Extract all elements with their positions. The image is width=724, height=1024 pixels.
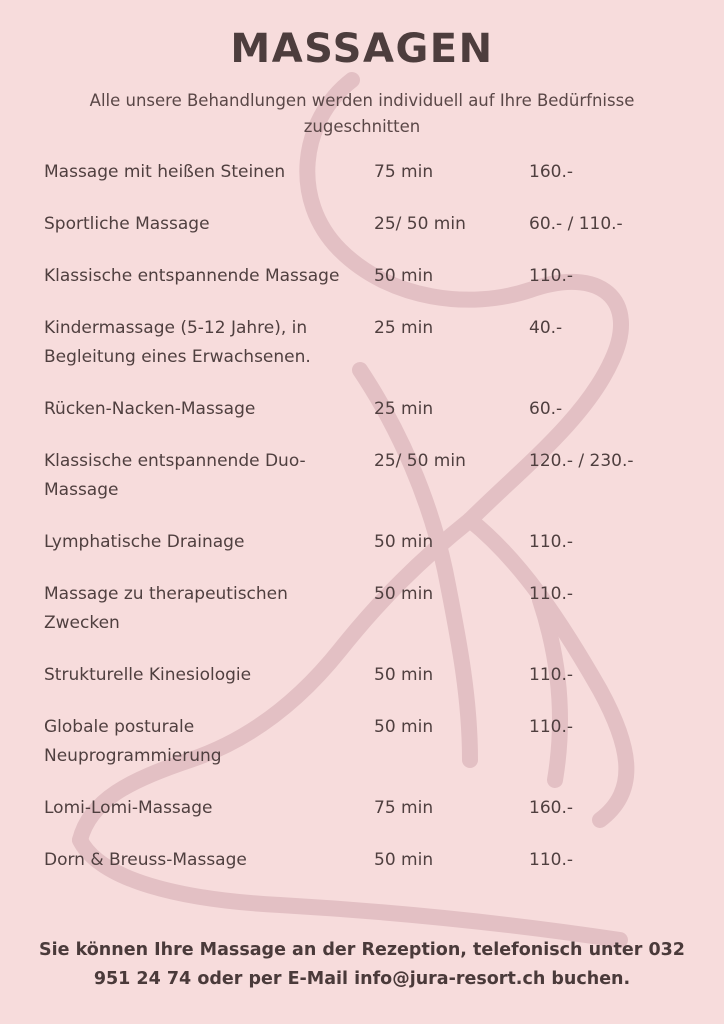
treatment-name: Dorn & Breuss-Massage (44, 850, 247, 870)
list-item (44, 395, 694, 424)
treatment-name: Rücken-Nacken-Massage (44, 399, 256, 419)
treatment-price: 60.- / 110.- (529, 214, 623, 234)
list-item (44, 262, 694, 291)
list-item (44, 846, 694, 875)
list-item (44, 314, 694, 372)
treatment-duration: 50 min (374, 584, 434, 604)
list-item (44, 528, 694, 557)
treatment-price: 120.- / 230.- (529, 451, 634, 471)
treatment-price: 110.- (529, 850, 573, 870)
list-item (44, 210, 694, 239)
treatment-price: 110.- (529, 584, 573, 604)
treatment-name: Globale posturale Neuprogrammierung (44, 717, 222, 766)
list-item (44, 158, 694, 187)
treatment-name: Klassische entspannende Duo-Massage (44, 451, 306, 500)
treatment-duration: 75 min (374, 798, 434, 818)
treatment-price: 160.- (529, 162, 573, 182)
list-item (44, 794, 694, 823)
treatment-duration: 25 min (374, 318, 434, 338)
treatment-name: Sportliche Massage (44, 214, 210, 234)
treatment-price: 110.- (529, 717, 573, 737)
treatment-name: Kindermassage (5-12 Jahre), in Begleitung eines Erwachsenen. (44, 318, 311, 367)
list-item (44, 580, 694, 638)
treatment-duration: 25 min (374, 399, 434, 419)
treatment-name: Lymphatische Drainage (44, 532, 245, 552)
list-item (44, 447, 694, 505)
treatment-duration: 50 min (374, 266, 434, 286)
treatment-list (0, 158, 724, 875)
treatment-duration: 75 min (374, 162, 434, 182)
treatment-duration: 50 min (374, 850, 434, 870)
treatment-duration: 50 min (374, 717, 434, 737)
treatment-name: Klassische entspannende Massage (44, 266, 340, 286)
treatment-name: Massage mit heißen Steinen (44, 162, 286, 182)
booking-info-footer: Sie können Ihre Massage an der Rezeption, telefonisch unter 032 951 24 74 oder per E-Mail info@jura-resort.ch buchen. (39, 940, 685, 989)
page-subtitle: Alle unsere Behandlungen werden individuell auf Ihre Bedürfnisse zugeschnitten (89, 91, 635, 136)
list-item (44, 661, 694, 690)
treatment-price: 110.- (529, 665, 573, 685)
treatment-name: Massage zu therapeutischen Zwecken (44, 584, 288, 633)
treatment-price: 160.- (529, 798, 573, 818)
treatment-duration: 25/ 50 min (374, 214, 466, 234)
treatment-price: 110.- (529, 266, 573, 286)
treatment-price: 110.- (529, 532, 573, 552)
treatment-duration: 25/ 50 min (374, 451, 466, 471)
treatment-name: Strukturelle Kinesiologie (44, 665, 252, 685)
treatment-duration: 50 min (374, 665, 434, 685)
treatment-price: 40.- (529, 318, 563, 338)
list-item (44, 713, 694, 771)
page-title: MASSAGEN (230, 26, 494, 72)
treatment-price: 60.- (529, 399, 563, 419)
treatment-duration: 50 min (374, 532, 434, 552)
treatment-name: Lomi-Lomi-Massage (44, 798, 213, 818)
